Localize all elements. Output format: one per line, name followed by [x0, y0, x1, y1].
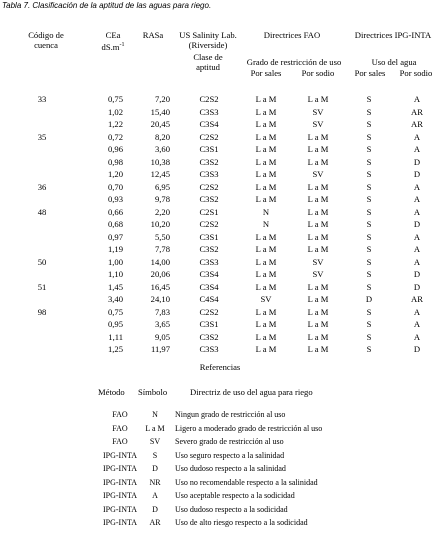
- cell-rasa: 10,38: [150, 156, 170, 167]
- cell-clase: C3S1: [199, 231, 219, 242]
- cell-rasa: 24,10: [150, 294, 170, 304]
- reference-simbolo: SV: [149, 437, 161, 446]
- cell-fao-sodio: SV: [312, 256, 324, 267]
- header-us-sub1: Clase de: [193, 52, 223, 62]
- cell-fao-sales: L a M: [255, 269, 277, 279]
- table-row: [0, 320, 440, 332]
- cell-clase: C3S2: [199, 331, 219, 342]
- reference-simbolo: D: [152, 504, 158, 514]
- cell-clase: C2S2: [199, 181, 219, 192]
- cell-fao-sales: L a M: [255, 319, 277, 329]
- cell-clase: C3S3: [199, 256, 219, 267]
- cell-ipg-sodio: A: [413, 306, 421, 317]
- cell-ipg-sodio: A: [413, 256, 421, 267]
- header-codigo: [26, 30, 66, 50]
- header-us-salinity: [172, 30, 244, 72]
- cell-ipg-sodio: AR: [411, 294, 423, 304]
- reference-texto: Uso seguro respecto a la salinidad: [175, 450, 285, 460]
- header-fao-sales: Por sales: [250, 68, 282, 78]
- cell-ipg-sales: S: [366, 244, 372, 254]
- reference-row: [0, 437, 440, 449]
- cell-fao-sodio: L a M: [307, 206, 329, 217]
- cell-codigo: 36: [37, 181, 47, 192]
- cell-rasa: 15,40: [150, 106, 170, 117]
- cell-rasa: 5,50: [154, 231, 170, 242]
- cell-fao-sodio: L a M: [307, 156, 329, 167]
- table-row: [0, 170, 440, 182]
- reference-metodo: FAO: [112, 423, 128, 433]
- reference-simbolo: D: [152, 464, 158, 473]
- header-ipg: Directrices IPG-INTA: [354, 30, 432, 40]
- cell-clase: C2S2: [199, 219, 219, 229]
- reference-texto: Uso no recomendable respecto a la salinidad: [175, 477, 318, 487]
- cell-cea: 1,25: [107, 344, 123, 354]
- cell-clase: C3S2: [199, 194, 219, 204]
- cell-fao-sodio: L a M: [307, 131, 329, 142]
- cell-ipg-sodio: AR: [411, 119, 423, 129]
- header-codigo-line1: Código de: [28, 30, 64, 40]
- cell-ipg-sales: S: [366, 344, 372, 354]
- cell-cea: 0,72: [107, 131, 123, 142]
- cell-ipg-sales: S: [366, 144, 372, 154]
- table-row: [0, 120, 440, 132]
- cell-rasa: 12,45: [150, 169, 170, 179]
- cell-codigo: 48: [37, 206, 47, 217]
- cell-rasa: 20,06: [150, 269, 170, 279]
- cell-cea: 1,02: [107, 106, 123, 117]
- references-title: Referencias: [199, 362, 241, 372]
- table-row: [0, 345, 440, 357]
- cell-ipg-sales: S: [366, 331, 372, 342]
- table-row: [0, 95, 440, 107]
- cell-ipg-sales: S: [366, 206, 372, 217]
- cell-ipg-sales: D: [365, 294, 373, 304]
- cell-ipg-sodio: A: [413, 231, 421, 242]
- table-row: [0, 333, 440, 345]
- cell-codigo: 98: [37, 306, 47, 317]
- header-cea: [96, 30, 130, 52]
- header-cea-sup: -1: [119, 42, 125, 48]
- table-row: [0, 258, 440, 270]
- cell-fao-sodio: SV: [312, 269, 324, 279]
- cell-cea: 1,11: [108, 331, 123, 342]
- cell-rasa: 3,60: [154, 144, 170, 154]
- reference-texto: Uso dudoso respecto a la salinidad: [175, 464, 286, 473]
- cell-ipg-sodio: A: [413, 181, 421, 192]
- cell-ipg-sales: S: [366, 319, 372, 329]
- cell-ipg-sales: S: [366, 181, 372, 192]
- cell-clase: C2S2: [199, 94, 219, 104]
- table-row: [0, 145, 440, 157]
- reference-simbolo: NR: [149, 477, 161, 487]
- header-fao-sodio: Por sodio: [301, 68, 335, 78]
- reference-simbolo: S: [152, 450, 158, 460]
- cell-fao-sales: L a M: [255, 244, 277, 254]
- table-row: [0, 308, 440, 320]
- header-us-line1: US Salinity Lab.: [179, 30, 237, 40]
- cell-cea: 0,95: [107, 319, 123, 329]
- cell-ipg-sales: S: [366, 119, 372, 129]
- cell-fao-sales: N: [262, 206, 270, 217]
- cell-ipg-sodio: D: [413, 344, 421, 354]
- cell-clase: C3S3: [199, 169, 219, 179]
- cell-fao-sodio: SV: [312, 119, 324, 129]
- header-us-line2: (Riverside): [188, 40, 228, 50]
- table-row: [0, 108, 440, 120]
- cell-codigo: 50: [37, 256, 47, 267]
- references-head-directriz: Directriz de uso del agua para riego: [190, 387, 313, 397]
- cell-fao-sodio: L a M: [307, 294, 329, 304]
- reference-row: [0, 478, 440, 490]
- cell-cea: 3,40: [107, 294, 123, 304]
- header-rasa: RASa: [142, 30, 164, 40]
- reference-row: [0, 505, 440, 517]
- cell-clase: C3S3: [199, 106, 219, 117]
- cell-rasa: 10,20: [150, 219, 170, 229]
- reference-row: [0, 464, 440, 476]
- cell-ipg-sales: S: [366, 231, 372, 242]
- reference-simbolo: AR: [149, 518, 161, 527]
- cell-fao-sales: L a M: [255, 331, 277, 342]
- cell-ipg-sales: S: [366, 106, 372, 117]
- cell-ipg-sodio: A: [413, 194, 421, 204]
- cell-cea: 1,45: [107, 281, 123, 292]
- cell-cea: 0,75: [107, 306, 123, 317]
- cell-fao-sales: L a M: [255, 231, 277, 242]
- cell-fao-sales: L a M: [255, 194, 277, 204]
- header-codigo-line2: cuenca: [34, 40, 58, 50]
- reference-texto: Severo grado de restricción al uso: [175, 437, 284, 446]
- reference-simbolo: A: [152, 491, 158, 500]
- cell-ipg-sales: S: [366, 156, 372, 167]
- reference-metodo: IPG-INTA: [102, 464, 138, 473]
- cell-fao-sales: L a M: [255, 181, 277, 192]
- header-cea-line1: CEa: [105, 30, 121, 40]
- cell-fao-sales: SV: [260, 294, 272, 304]
- cell-fao-sales: L a M: [255, 281, 277, 292]
- cell-rasa: 16,45: [150, 281, 170, 292]
- cell-clase: C4S4: [199, 294, 219, 304]
- cell-ipg-sodio: D: [413, 281, 421, 292]
- cell-fao-sodio: SV: [312, 169, 324, 179]
- reference-texto: Uso aceptable respecto a la sodicidad: [175, 491, 295, 500]
- cell-fao-sodio: L a M: [307, 344, 329, 354]
- cell-ipg-sodio: A: [413, 331, 421, 342]
- reference-metodo: IPG-INTA: [102, 477, 138, 487]
- reference-texto: Ningun grado de restricción al uso: [175, 410, 286, 419]
- reference-row: [0, 424, 440, 436]
- cell-fao-sodio: L a M: [307, 219, 329, 229]
- cell-fao-sodio: L a M: [307, 94, 329, 104]
- cell-cea: 0,97: [107, 231, 123, 242]
- cell-clase: C3S4: [199, 119, 219, 129]
- cell-fao-sodio: L a M: [307, 144, 329, 154]
- cell-rasa: 11,97: [150, 344, 170, 354]
- reference-simbolo: L a M: [145, 423, 165, 433]
- cell-rasa: 7,83: [154, 306, 170, 317]
- cell-fao-sodio: L a M: [307, 319, 329, 329]
- reference-metodo: IPG-INTA: [102, 491, 138, 500]
- cell-cea: 0,75: [107, 94, 123, 104]
- cell-clase: C3S4: [199, 269, 219, 279]
- header-ipg-sodio: Por sodio: [399, 68, 433, 78]
- table-caption: Tabla 7. Clasificación de la aptitud de las aguas para riego.: [2, 1, 212, 10]
- cell-clase: C3S4: [199, 281, 219, 292]
- cell-fao-sales: L a M: [255, 306, 277, 317]
- cell-ipg-sodio: A: [413, 244, 421, 254]
- cell-ipg-sales: S: [366, 169, 372, 179]
- cell-fao-sodio: L a M: [307, 231, 329, 242]
- table-row: [0, 270, 440, 282]
- reference-row: [0, 451, 440, 463]
- cell-fao-sales: L a M: [255, 169, 277, 179]
- table-row: [0, 195, 440, 207]
- cell-codigo: 51: [37, 281, 47, 292]
- cell-ipg-sales: S: [366, 194, 372, 204]
- cell-fao-sodio: L a M: [307, 281, 329, 292]
- reference-metodo: IPG-INTA: [102, 518, 138, 527]
- cell-fao-sodio: SV: [312, 106, 324, 117]
- header-us-sub2: aptitud: [196, 62, 220, 72]
- cell-ipg-sodio: A: [413, 206, 421, 217]
- cell-clase: C2S2: [199, 131, 219, 142]
- cell-cea: 0,70: [107, 181, 123, 192]
- cell-ipg-sodio: A: [413, 319, 421, 329]
- cell-ipg-sodio: AR: [411, 106, 423, 117]
- cell-rasa: 7,78: [154, 244, 170, 254]
- cell-fao-sales: L a M: [255, 131, 277, 142]
- cell-rasa: 9,78: [154, 194, 170, 204]
- header-ipg-sub: Uso del agua: [371, 57, 417, 67]
- table-row: [0, 183, 440, 195]
- cell-fao-sales: L a M: [255, 94, 277, 104]
- cell-cea: 0,93: [107, 194, 123, 204]
- cell-cea: 0,66: [107, 206, 123, 217]
- cell-fao-sales: L a M: [255, 119, 277, 129]
- table-row: [0, 220, 440, 232]
- cell-clase: C3S1: [199, 319, 219, 329]
- table-row: [0, 233, 440, 245]
- cell-rasa: 6,95: [154, 181, 170, 192]
- cell-ipg-sales: S: [366, 306, 372, 317]
- header-cea-line2: $dS.m^{-1}$: [101, 41, 125, 52]
- cell-ipg-sodio: A: [413, 131, 421, 142]
- reference-row: [0, 518, 440, 530]
- cell-fao-sodio: L a M: [307, 244, 329, 254]
- header-ipg-sales: Por sales: [354, 68, 386, 78]
- table-row: [0, 158, 440, 170]
- cell-fao-sodio: L a M: [307, 306, 329, 317]
- cell-ipg-sodio: D: [413, 269, 421, 279]
- reference-metodo: FAO: [112, 410, 128, 419]
- cell-cea: 0,68: [107, 219, 123, 229]
- cell-cea: 1,10: [107, 269, 123, 279]
- cell-clase: C3S3: [199, 344, 219, 354]
- cell-codigo: 35: [37, 131, 47, 142]
- cell-cea: 1,19: [107, 244, 123, 254]
- reference-row: [0, 410, 440, 422]
- reference-texto: Uso dudoso respecto a la sodicidad: [175, 504, 288, 514]
- cell-cea: 1,22: [107, 119, 123, 129]
- cell-cea: 0,96: [107, 144, 123, 154]
- header-fao-sub: Grado de restricción de uso: [246, 57, 342, 67]
- cell-rasa: 2,20: [154, 206, 170, 217]
- cell-ipg-sodio: D: [413, 156, 421, 167]
- cell-rasa: 9,05: [154, 331, 170, 342]
- cell-rasa: 20,45: [150, 119, 170, 129]
- reference-simbolo: N: [152, 410, 158, 419]
- reference-row: [0, 491, 440, 503]
- cell-clase: C2S1: [199, 206, 219, 217]
- cell-ipg-sales: S: [366, 94, 372, 104]
- references-head-metodo: Método: [98, 387, 125, 397]
- cell-rasa: 14,00: [150, 256, 170, 267]
- cell-rasa: 8,20: [154, 131, 170, 142]
- cell-ipg-sales: S: [366, 269, 372, 279]
- cell-ipg-sales: S: [366, 131, 372, 142]
- cell-rasa: 3,65: [154, 319, 170, 329]
- reference-texto: Uso de alto riesgo respecto a la sodicidad: [175, 518, 308, 527]
- cell-fao-sales: L a M: [255, 256, 277, 267]
- cell-ipg-sodio: A: [413, 144, 421, 154]
- cell-fao-sales: L a M: [255, 344, 277, 354]
- cell-fao-sales: L a M: [255, 144, 277, 154]
- cell-clase: C3S1: [199, 144, 219, 154]
- reference-metodo: FAO: [112, 437, 128, 446]
- cell-ipg-sales: S: [366, 281, 372, 292]
- cell-fao-sales: N: [262, 219, 270, 229]
- cell-fao-sales: L a M: [255, 156, 277, 167]
- cell-cea: 1,00: [107, 256, 123, 267]
- references-head-simbolo: Símbolo: [138, 387, 168, 397]
- cell-ipg-sales: S: [366, 219, 372, 229]
- cell-ipg-sodio: A: [413, 94, 421, 104]
- cell-ipg-sales: S: [366, 256, 372, 267]
- table-row: [0, 283, 440, 295]
- header-fao: Directrices FAO: [263, 30, 321, 40]
- cell-ipg-sodio: D: [413, 219, 421, 229]
- reference-texto: Ligero a moderado grado de restricción al uso: [175, 423, 323, 433]
- cell-fao-sodio: L a M: [307, 194, 329, 204]
- cell-cea: 0,98: [107, 156, 123, 167]
- table-row: [0, 295, 440, 307]
- reference-metodo: IPG-INTA: [102, 450, 138, 460]
- table-row: [0, 245, 440, 257]
- reference-metodo: IPG-INTA: [102, 504, 138, 514]
- cell-clase: C2S2: [199, 306, 219, 317]
- cell-clase: C3S2: [199, 244, 219, 254]
- table-row: [0, 208, 440, 220]
- cell-ipg-sodio: D: [413, 169, 421, 179]
- cell-fao-sales: L a M: [255, 106, 277, 117]
- cell-clase: C3S2: [199, 156, 219, 167]
- cell-fao-sodio: L a M: [307, 181, 329, 192]
- table-row: [0, 133, 440, 145]
- cell-codigo: 33: [37, 94, 47, 104]
- cell-fao-sodio: L a M: [307, 331, 329, 342]
- cell-rasa: 7,20: [154, 94, 170, 104]
- cell-cea: 1,20: [107, 169, 123, 179]
